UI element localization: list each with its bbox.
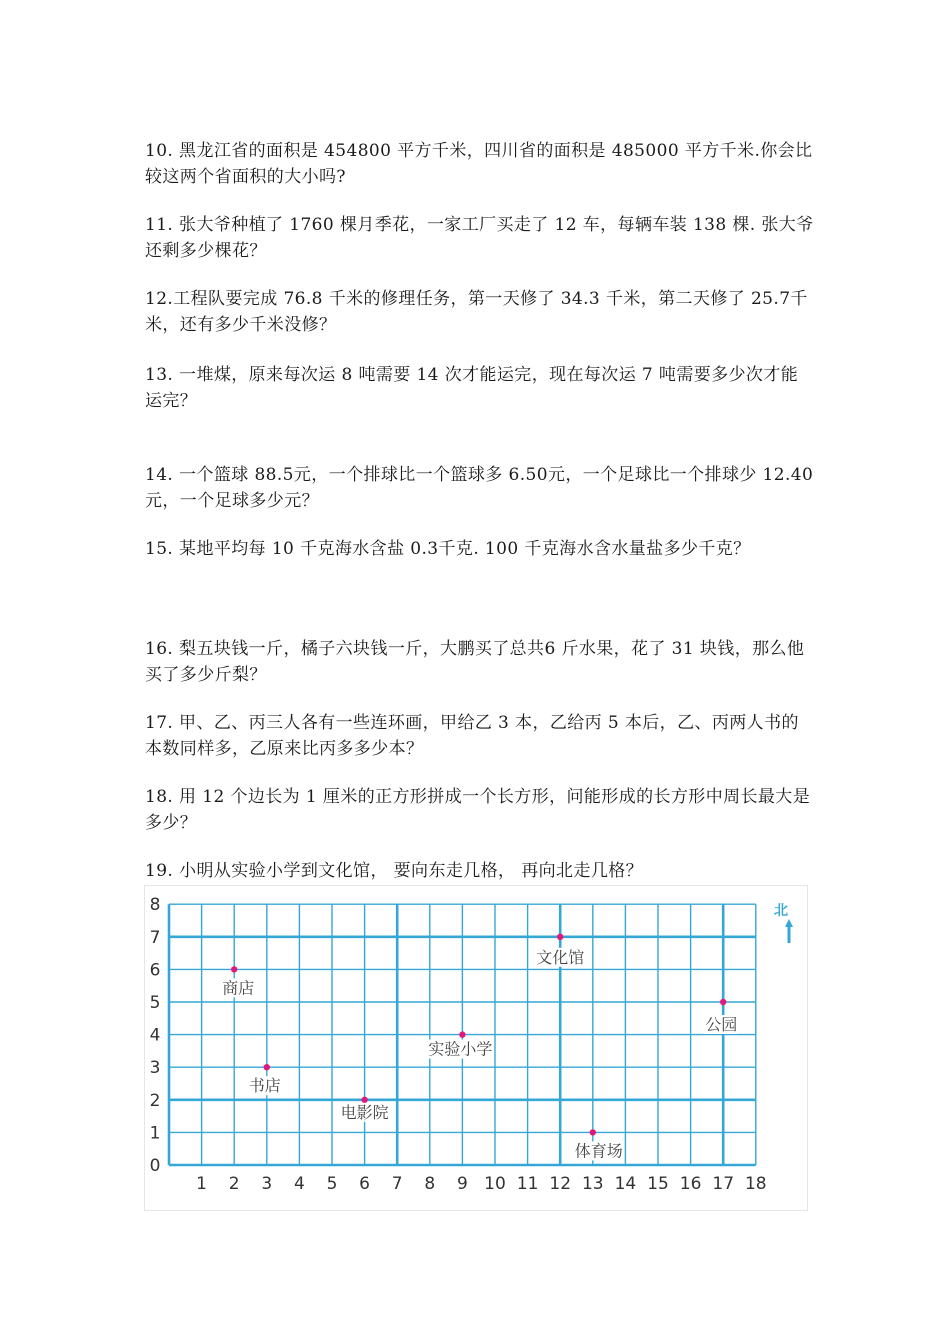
place-point — [231, 966, 237, 972]
x-tick-label: 9 — [456, 1174, 468, 1194]
y-axis-labels — [150, 895, 161, 1176]
place-point — [590, 1129, 596, 1135]
question-10: 10. 黑龙江省的面积是 454800 平方千米，四川省的面积是 485000 平方千米.你会比较这两个省面积的大小吗? — [145, 141, 813, 187]
x-tick-label: 16 — [679, 1174, 702, 1194]
x-tick-label: 5 — [326, 1174, 338, 1194]
question-19: 19. 小明从实验小学到文化馆， 要向东走几格， 再向北走几格？ — [145, 861, 644, 881]
place-label: 电影院 — [340, 1102, 389, 1122]
y-tick-label: 8 — [149, 895, 161, 916]
location-grid-map — [144, 885, 808, 1211]
x-tick-label: 15 — [647, 1174, 669, 1194]
x-tick-label: 8 — [424, 1174, 436, 1194]
question-17: 17. 甲、乙、丙三人各有一些连环画，甲给乙 3 本，乙给丙 5 本后，乙、丙两人书的本数同样多，乙原来比丙多多少本？ — [145, 713, 799, 759]
x-tick-label: 13 — [581, 1174, 604, 1194]
y-tick-label: 4 — [149, 1025, 161, 1046]
question-12: 12.工程队要完成 76.8 千米的修理任务，第一天修了 34.3 千米，第二天修了 25.7千米，还有多少千米没修？ — [145, 289, 808, 335]
x-tick-label: 11 — [516, 1174, 539, 1194]
x-tick-label: 4 — [293, 1174, 305, 1194]
place-label: 商店 — [222, 978, 255, 998]
x-tick-label: 2 — [228, 1174, 240, 1194]
place-point — [264, 1064, 270, 1070]
place-label: 书店 — [248, 1076, 281, 1096]
question-18: 18. 用 12 个边长为 1 厘米的正方形拼成一个长方形，问能形成的长方形中周长最大是多少？ — [145, 787, 811, 833]
north-label: 北 — [774, 903, 788, 919]
question-13: 13. 一堆煤，原来每次运 8 吨需要 14 次才能运完，现在每次运 7 吨需要多少次才能运完？ — [145, 365, 799, 411]
grid-map-svg — [144, 885, 808, 1211]
place-label: 体育场 — [574, 1141, 623, 1161]
question-15: 15. 某地平均每 10 千克海水含盐 0.3千克. 100 千克海水含水量盐多少千克？ — [145, 539, 751, 559]
x-tick-label: 14 — [614, 1174, 637, 1194]
x-tick-label: 12 — [549, 1174, 572, 1194]
y-tick-label: 5 — [149, 993, 161, 1013]
x-tick-label: 6 — [359, 1174, 371, 1194]
place-label: 实验小学 — [428, 1039, 493, 1059]
place-point — [557, 934, 563, 940]
x-tick-label: 1 — [196, 1174, 208, 1194]
y-tick-label: 3 — [149, 1058, 161, 1079]
y-tick-label: 0 — [149, 1156, 161, 1176]
question-14: 14. 一个篮球 88.5元，一个排球比一个篮球多 6.50元，一个足球比一个排球少 12.40元，一个足球多少元？ — [145, 465, 814, 511]
place-point — [459, 1031, 465, 1037]
x-tick-label: 18 — [744, 1174, 767, 1194]
x-tick-label: 10 — [484, 1174, 506, 1194]
y-tick-label: 7 — [149, 927, 161, 948]
x-tick-label: 17 — [712, 1174, 735, 1194]
x-tick-label: 3 — [261, 1174, 273, 1194]
y-tick-label: 1 — [149, 1123, 161, 1144]
y-tick-label: 2 — [149, 1090, 161, 1111]
question-16: 16. 梨五块钱一斤，橘子六块钱一斤，大鹏买了总共6 斤水果，花了 31 块钱，那么他买了多少斤梨？ — [145, 639, 805, 685]
place-label: 公园 — [705, 1015, 738, 1034]
y-tick-label: 6 — [149, 960, 161, 981]
x-tick-label: 7 — [391, 1174, 403, 1194]
question-11: 11. 张大爷种植了 1760 棵月季花，一家工厂买走了 12 车，每辆车装 138 棵. 张大爷还剩多少棵花？ — [145, 215, 814, 261]
place-point — [720, 999, 726, 1005]
place-label: 文化馆 — [536, 947, 585, 967]
